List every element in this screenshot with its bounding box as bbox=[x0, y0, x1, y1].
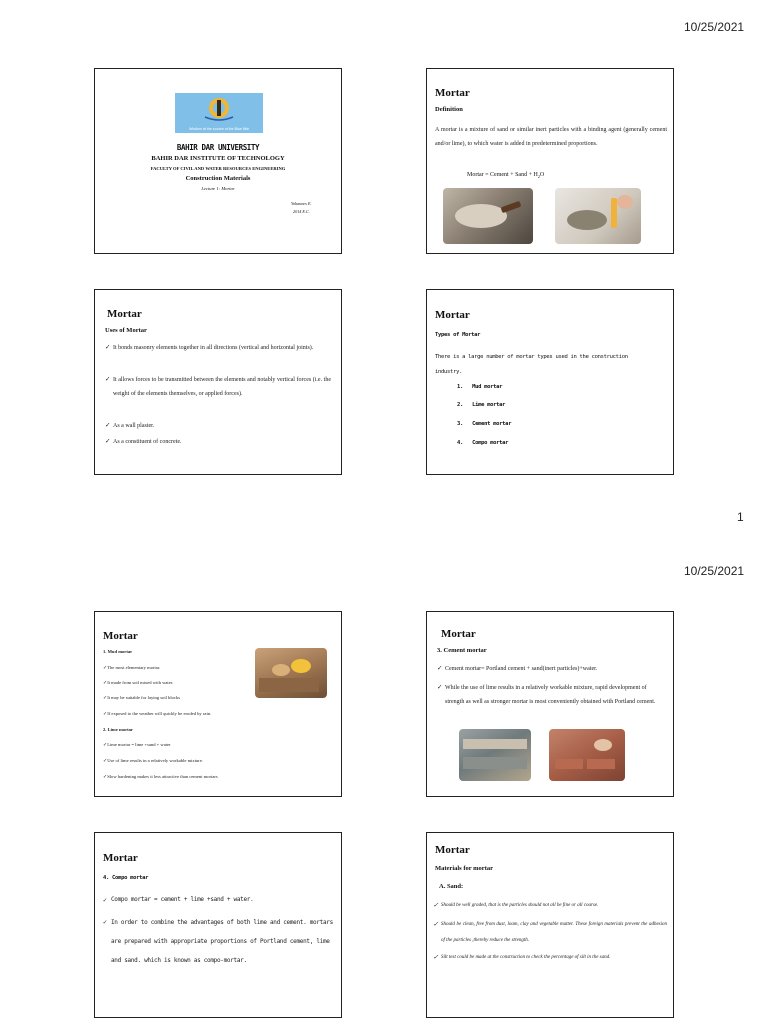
page-number: 1 bbox=[737, 510, 744, 524]
list-item: ✓ It may be suitable for laying soil blocks bbox=[103, 695, 180, 701]
list-item: ✓ If exposed to the weather will quickly be eroded by rain. bbox=[103, 711, 211, 717]
mortar-formula: Mortar = Cement + Sand + $H_2O$ bbox=[467, 172, 545, 180]
trowel-icon bbox=[555, 188, 641, 244]
lecture-title: Lecture 1: Mortar bbox=[201, 186, 235, 191]
list-item: ✓ As a wall plaster. bbox=[113, 419, 331, 433]
cement-mortar-photo-2 bbox=[549, 729, 625, 781]
list-item: ✓ Cement mortar= Portland cement + sand(inert particles)+water. bbox=[445, 662, 667, 676]
cement-mortar-photo-1 bbox=[459, 729, 531, 781]
definition-text: A mortar is a mixture of sand or similar inert particles with a binding agent (generally cement and/or lime), to which water is added in predetermined proportions. bbox=[435, 127, 667, 147]
university-name: BAHIR DAR UNIVERSITY bbox=[176, 143, 260, 152]
wall-joint-icon bbox=[459, 729, 531, 781]
author-name: Yohannes E. bbox=[291, 201, 312, 206]
list-item: ✓ As a constituent of concrete. bbox=[113, 435, 331, 449]
slide-compo bbox=[94, 832, 342, 1018]
slide-types bbox=[426, 289, 674, 475]
section-heading: A. Sand: bbox=[439, 883, 464, 890]
list-item: ✓ While the use of lime results in a relatively workable mixture, rapid development of strength as well as stronger mortar is most conveniently obtained with Portland cement. bbox=[445, 681, 667, 709]
hands-mixing-icon bbox=[255, 648, 327, 698]
slide-heading: Mortar bbox=[107, 308, 142, 320]
slide-title bbox=[94, 68, 342, 254]
slide-heading: Mortar bbox=[435, 309, 470, 321]
page-date: 10/25/2021 bbox=[684, 20, 745, 34]
list-item: ✓ The most elementary mortar. bbox=[103, 665, 160, 671]
list-item: 4. Compo mortar bbox=[457, 440, 509, 446]
page-date: 10/25/2021 bbox=[684, 564, 745, 578]
slide-heading: Mortar bbox=[103, 852, 138, 864]
list-item: 1. Mud mortar bbox=[457, 384, 503, 390]
list-item: ✓ Should be clean, free from dust, loam, clay and vegetable matter. These foreign materials prevent the adhesion of the particles ,thereby reduce the strength. bbox=[441, 917, 667, 949]
slide-materials bbox=[426, 832, 674, 1018]
slide-subheading: Materials for mortar bbox=[435, 865, 493, 872]
mud-mortar-photo bbox=[255, 648, 327, 698]
brick-laying-icon bbox=[549, 729, 625, 781]
list-item: ✓ Silt test could be made at the construction to check the percentage of silt in the sand. bbox=[441, 950, 667, 966]
types-intro: There is a large number of mortar types used in the construction industry. bbox=[435, 354, 628, 375]
institute-name: BAHIR DAR INSTITUTE OF TECHNOLOGY bbox=[151, 155, 285, 162]
list-item: ✓ Compo mortar = cement + lime +sand + water. bbox=[111, 893, 333, 907]
slide-subheading: Uses of Mortar bbox=[105, 327, 147, 334]
list-item: 2. Lime mortar bbox=[457, 402, 506, 408]
list-item: ✓ It bonds masonry elements together in all directions (vertical and horizontal joints). bbox=[113, 341, 331, 355]
list-item: ✓ Lime mortar = lime +sand + water bbox=[103, 742, 171, 748]
mortar-trowel-photo-1 bbox=[443, 188, 533, 244]
list-item: ✓ Slow hardening makes it less attractive than cement mortars bbox=[103, 774, 218, 780]
logo-caption: Wisdom at the source of the Blue Nile bbox=[188, 127, 250, 131]
slide-subheading: Types of Mortar bbox=[435, 332, 481, 338]
list-item: ✓ Should be well graded, that is the particles should not all be fine or all coarse. bbox=[441, 899, 667, 913]
trowel-icon bbox=[443, 188, 533, 244]
slide-subheading: 3. Cement mortar bbox=[437, 647, 487, 654]
list-item: ✓ It allows forces to be transmitted between the elements and notably vertical forces (i.e. the weight of the elements themselves, or applied forces). bbox=[113, 373, 331, 401]
slide-subheading: 4. Compo mortar bbox=[103, 875, 149, 881]
list-item: ✓ It made from soil mixed with water. bbox=[103, 680, 173, 686]
mortar-trowel-photo-2 bbox=[555, 188, 641, 244]
course-name: Construction Materials bbox=[185, 175, 251, 182]
slide-heading: Mortar bbox=[103, 630, 138, 642]
list-item: ✓ Use of lime results in a relatively workable mixture. bbox=[103, 758, 203, 764]
faculty-name: FACULTY OF CIVIL AND WATER RESOURCES ENGINEERING bbox=[150, 166, 286, 171]
section-heading: 2. Lime mortar bbox=[103, 727, 133, 732]
slide-mud-lime bbox=[94, 611, 342, 797]
slide-definition bbox=[426, 68, 674, 254]
list-item: ✓ In order to combine the advantages of both lime and cement. mortars are prepared with appropriate proportions of Portland cement, lime and sand. which is known as compo-mortar. bbox=[111, 913, 333, 970]
slide-cement bbox=[426, 611, 674, 797]
section-heading: 1. Mud mortar bbox=[103, 649, 133, 654]
slide-heading: Mortar bbox=[441, 628, 476, 640]
slide-heading: Mortar bbox=[435, 87, 470, 99]
university-logo bbox=[175, 93, 263, 133]
author-year: 2014 E.C. bbox=[293, 209, 310, 214]
list-item: 3. Cement mortar bbox=[457, 421, 512, 427]
slide-subheading: Definition bbox=[435, 106, 463, 113]
slide-uses bbox=[94, 289, 342, 475]
slide-heading: Mortar bbox=[435, 844, 470, 856]
